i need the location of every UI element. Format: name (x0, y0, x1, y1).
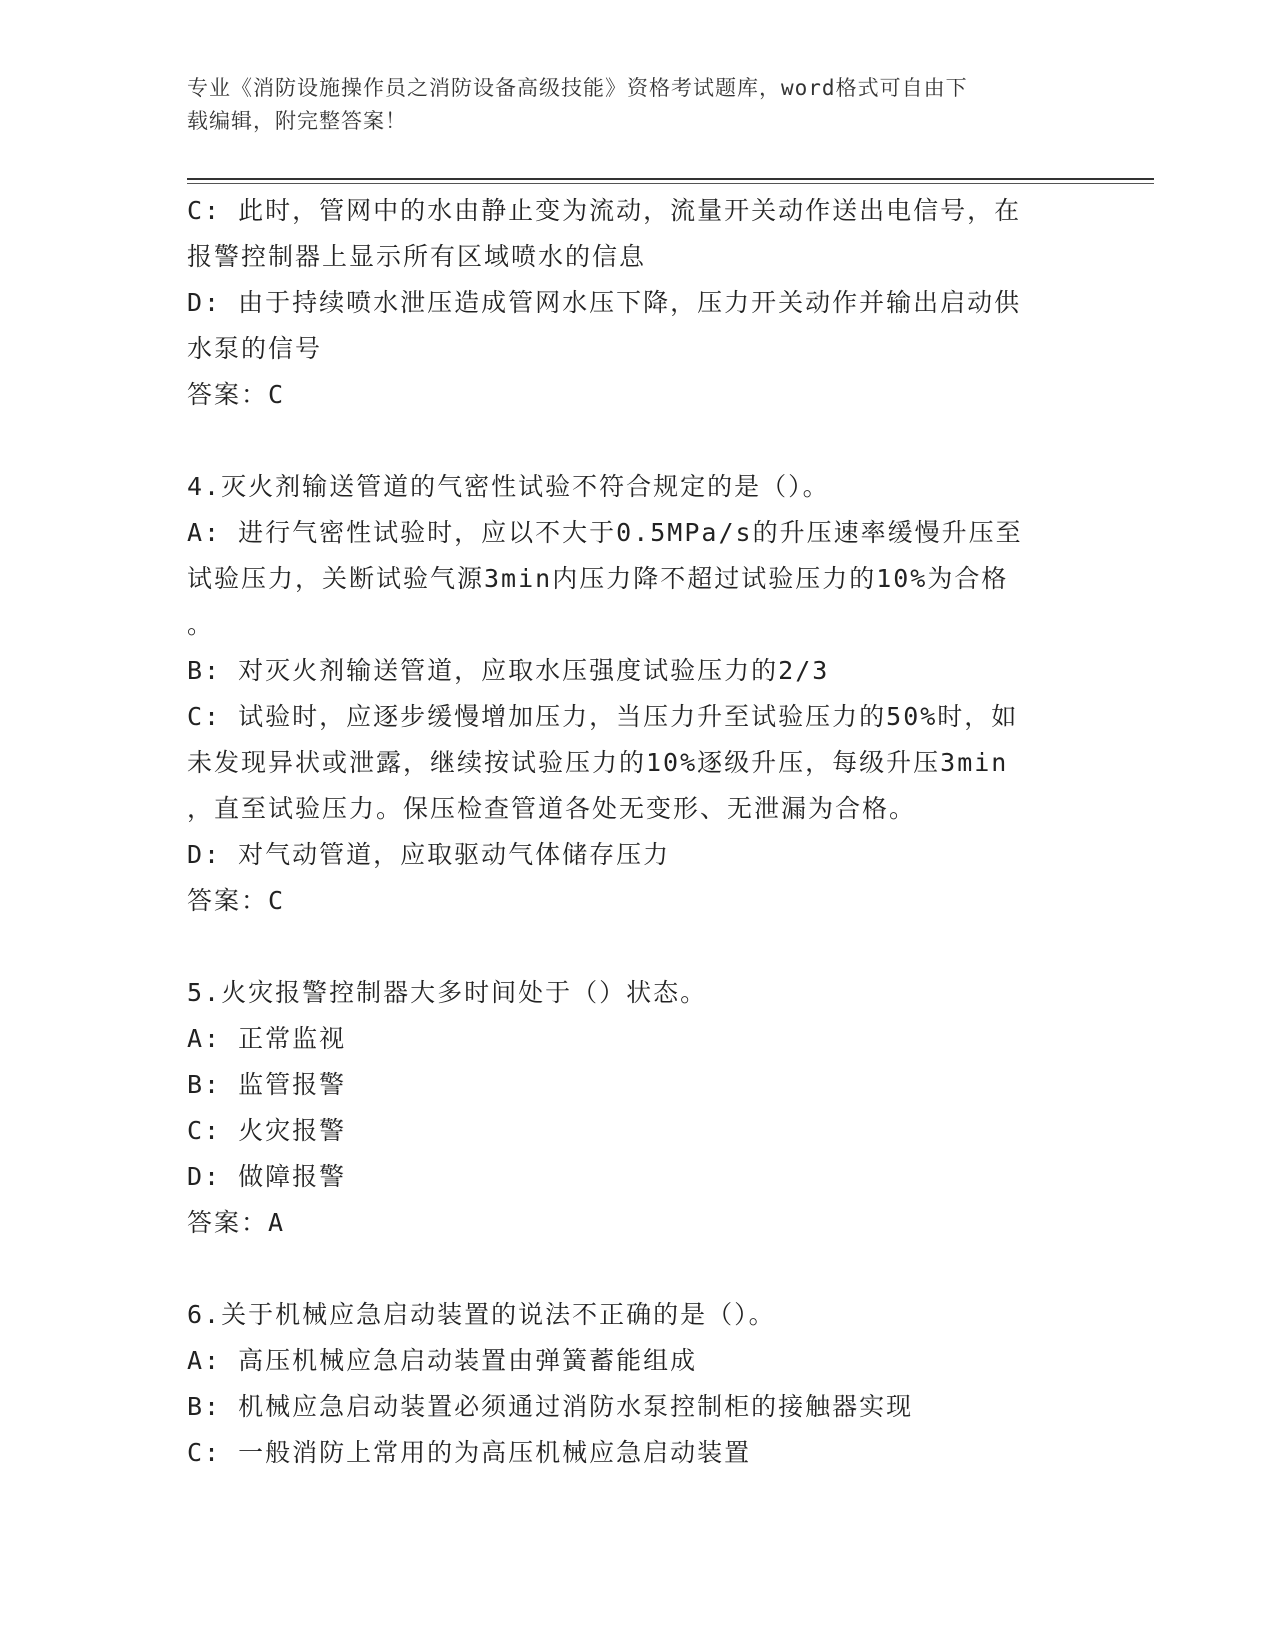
q4-option-a-line-2: 试验压力，关断试验气源3min内压力降不超过试验压力的10%为合格 (187, 564, 1009, 593)
q6-option-c: C: 一般消防上常用的为高压机械应急启动装置 (187, 1438, 752, 1467)
header-divider-thin (187, 183, 1154, 184)
q3-option-d-line-2: 水泵的信号 (187, 334, 323, 363)
q5-option-c: C: 火灾报警 (187, 1116, 347, 1145)
q6-question: 6.关于机械应急启动装置的说法不正确的是（）。 (187, 1300, 776, 1329)
document-header (187, 72, 1087, 138)
spacer (187, 924, 1087, 970)
q4-option-c-line-3: ，直至试验压力。保压检查管道各处无变形、无泄漏为合格。 (187, 794, 917, 823)
q4-answer: 答案：C (187, 886, 286, 915)
q5-question: 5.火灾报警控制器大多时间处于（）状态。 (187, 978, 708, 1007)
q3-option-d-line-1: D: 由于持续喷水泄压造成管网水压下降，压力开关动作并输出启动供 (187, 288, 1022, 317)
q3-answer: 答案：C (187, 380, 286, 409)
q6-option-b: B: 机械应急启动装置必须通过消防水泵控制柜的接触器实现 (187, 1392, 914, 1421)
q4-option-b: B: 对灭火剂输送管道，应取水压强度试验压力的2/3 (187, 656, 830, 685)
question-content (187, 188, 1087, 1476)
header-line-1: 专业《消防设施操作员之消防设备高级技能》资格考试题库，word格式可自由下 (187, 76, 968, 100)
q3-option-c-line-1: C: 此时，管网中的水由静止变为流动，流量开关动作送出电信号，在 (187, 196, 1022, 225)
q5-option-b: B: 监管报警 (187, 1070, 347, 1099)
q5-answer: 答案：A (187, 1208, 286, 1237)
q3-option-c-line-2: 报警控制器上显示所有区域喷水的信息 (187, 242, 647, 271)
header-divider-thick (187, 178, 1154, 180)
q4-option-c-line-2: 未发现异状或泄露，继续按试验压力的10%逐级升压，每级升压3min (187, 748, 1009, 777)
q6-option-a: A: 高压机械应急启动装置由弹簧蓄能组成 (187, 1346, 698, 1375)
spacer (187, 1246, 1087, 1292)
q5-option-a: A: 正常监视 (187, 1024, 347, 1053)
q4-option-d: D: 对气动管道，应取驱动气体储存压力 (187, 840, 671, 869)
q4-question: 4.灭火剂输送管道的气密性试验不符合规定的是（）。 (187, 472, 830, 501)
q4-option-a-line-3: 。 (187, 610, 215, 639)
q5-option-d: D: 做障报警 (187, 1162, 347, 1191)
q4-option-a-line-1: A: 进行气密性试验时，应以不大于0.5MPa/s的升压速率缓慢升压至 (187, 518, 1023, 547)
spacer (187, 418, 1087, 464)
q4-option-c-line-1: C: 试验时，应逐步缓慢增加压力，当压力升至试验压力的50%时，如 (187, 702, 1019, 731)
header-line-2: 载编辑，附完整答案！ (187, 109, 407, 133)
